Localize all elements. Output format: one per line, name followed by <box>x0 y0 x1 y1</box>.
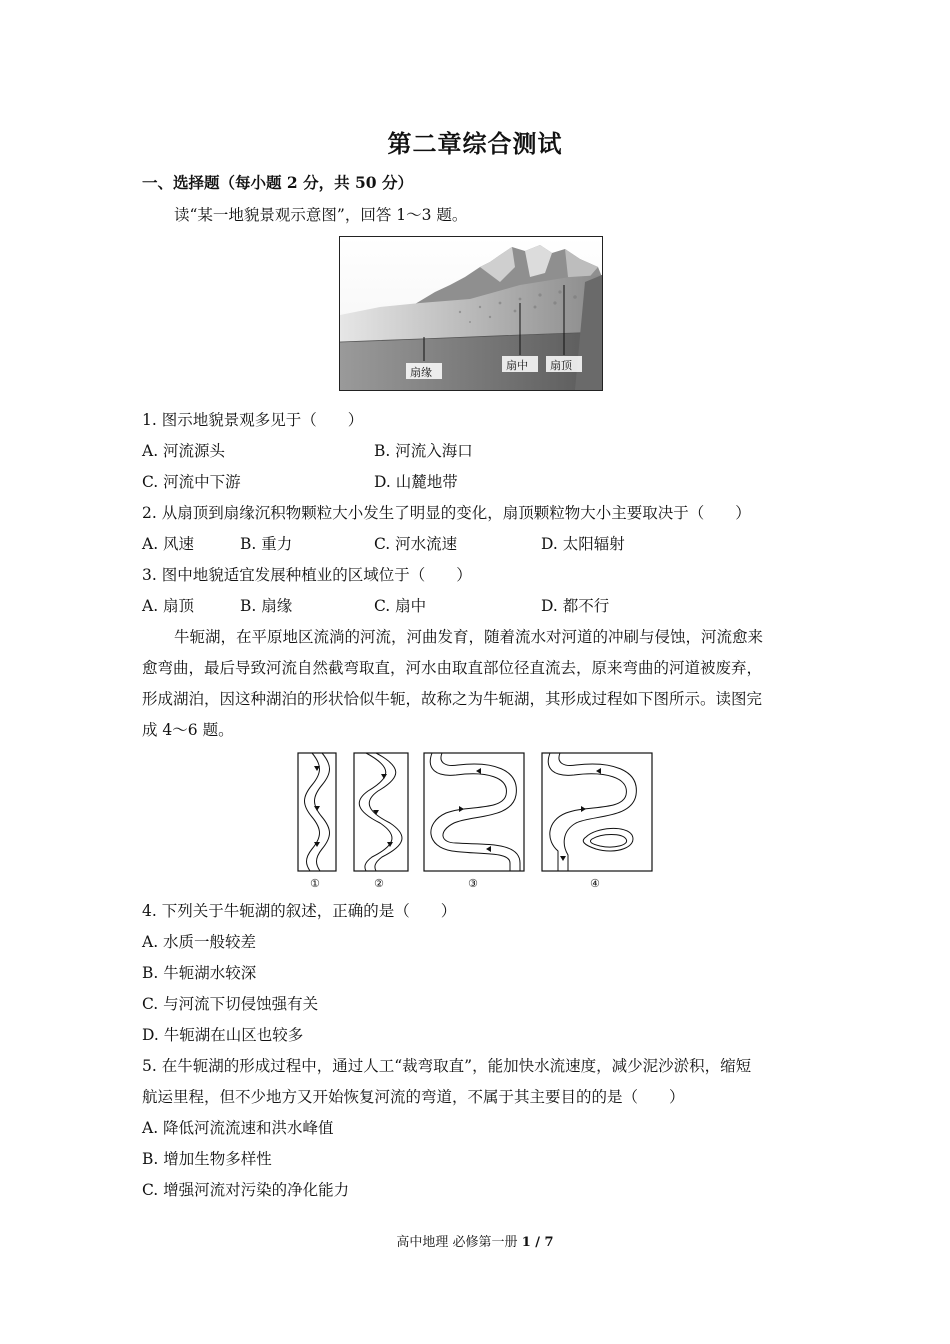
stage-2-label: ② <box>374 877 384 890</box>
q1-option-d: D. 山麓地带 <box>374 473 458 491</box>
q2-option-d: D. 太阳辐射 <box>541 535 625 553</box>
alluvial-fan-figure <box>339 236 603 391</box>
intro-text: 读“某一地貌景观示意图”，回答 1～3 题。 <box>174 206 468 224</box>
footer-text: 高中地理 必修第一册 <box>396 1235 522 1250</box>
section-heading: 一、选择题（每小题 2 分，共 50 分） <box>142 173 413 192</box>
q3-option-b: B. 扇缘 <box>240 597 293 615</box>
question-3: 3. 图中地貌适宜发展种植业的区域位于（ ） <box>142 566 472 584</box>
question-2: 2. 从扇顶到扇缘沉积物颗粒大小发生了明显的变化，扇顶颗粒物大小主要取决于（ ） <box>142 504 751 522</box>
oxbow-formation-diagram <box>296 751 656 891</box>
page-footer <box>0 1231 950 1250</box>
q2-option-c: C. 河水流速 <box>374 535 458 553</box>
question-5-line-1: 5. 在牛轭湖的形成过程中，通过人工“裁弯取直”，能加快水流速度，减少泥沙淤积，缩短 <box>142 1057 752 1075</box>
q3-option-d: D. 都不行 <box>541 597 610 615</box>
passage-line-4: 成 4～6 题。 <box>142 721 234 739</box>
fan-middle-label: 扇中 <box>506 359 528 372</box>
passage-line-2: 愈弯曲，最后导致河流自然截弯取直，河水由取直部位径直流去，原来弯曲的河道被废弃， <box>142 659 763 677</box>
page-title: 第二章综合测试 <box>387 129 563 158</box>
passage-line-1: 牛轭湖，在平原地区流淌的河流，河曲发育，随着流水对河道的冲刷与侵蚀，河流愈来 <box>174 628 764 646</box>
passage-line-3: 形成湖泊，因这种湖泊的形状恰似牛轭，故称之为牛轭湖，其形成过程如下图所示。读图完 <box>142 690 763 708</box>
question-1: 1. 图示地貌景观多见于（ ） <box>142 411 364 429</box>
q3-option-c: C. 扇中 <box>374 597 427 615</box>
q1-option-b: B. 河流入海口 <box>374 442 473 460</box>
q2-option-b: B. 重力 <box>240 535 293 553</box>
page-number: 1 / 7 <box>521 1235 554 1250</box>
q4-option-c: C. 与河流下切侵蚀强有关 <box>142 995 319 1013</box>
fan-edge-label: 扇缘 <box>410 366 432 379</box>
q3-option-a: A. 扇顶 <box>142 597 195 615</box>
oxbow-lake-figure <box>296 751 656 891</box>
q1-option-a: A. 河流源头 <box>142 442 226 460</box>
alluvial-fan-diagram <box>340 237 602 390</box>
q4-option-a: A. 水质一般较差 <box>142 933 257 951</box>
q2-option-a: A. 风速 <box>142 535 195 553</box>
q5-option-a: A. 降低河流流速和洪水峰值 <box>142 1119 334 1137</box>
fan-top-label: 扇顶 <box>550 359 572 372</box>
q4-option-b: B. 牛轭湖水较深 <box>142 964 257 982</box>
q4-option-d: D. 牛轭湖在山区也较多 <box>142 1026 304 1044</box>
q5-option-c: C. 增强河流对污染的净化能力 <box>142 1181 350 1199</box>
q5-option-b: B. 增加生物多样性 <box>142 1150 272 1168</box>
question-5-line-2: 航运里程，但不少地方又开始恢复河流的弯道，不属于其主要目的的是（ ） <box>142 1088 685 1106</box>
question-4: 4. 下列关于牛轭湖的叙述，正确的是（ ） <box>142 902 457 920</box>
stage-1-label: ① <box>310 877 320 890</box>
stage-4-label: ④ <box>590 877 600 890</box>
q1-option-c: C. 河流中下游 <box>142 473 241 491</box>
stage-3-label: ③ <box>468 877 478 890</box>
